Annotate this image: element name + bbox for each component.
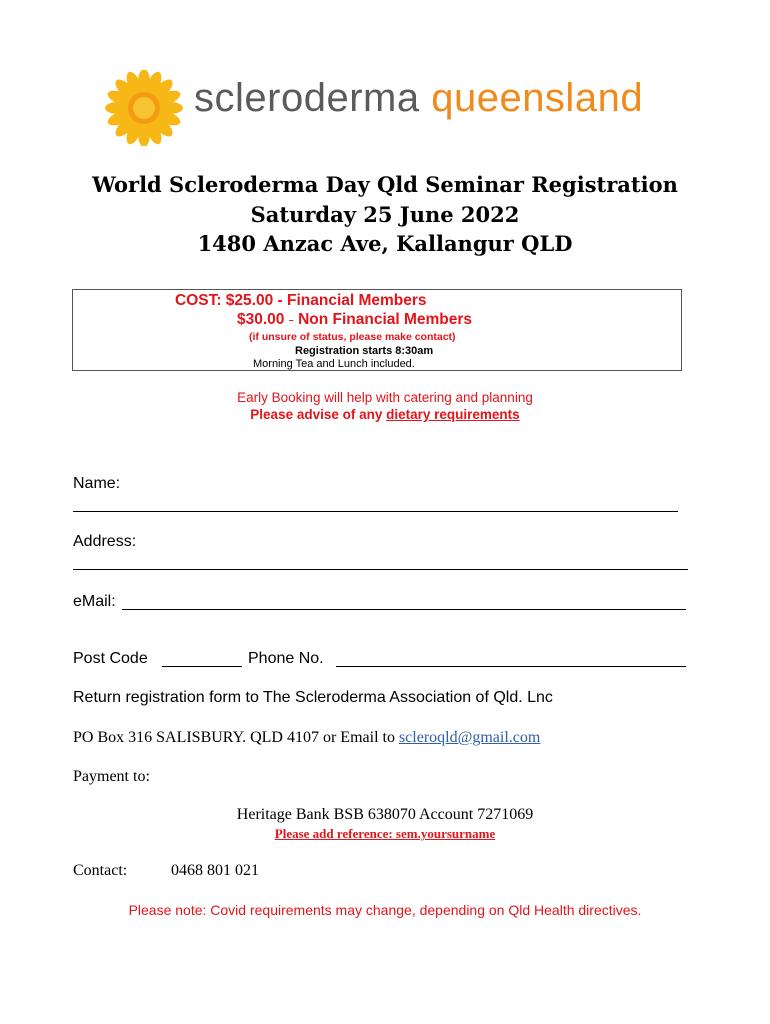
contact-label: Contact: xyxy=(73,862,128,879)
cost-dash: – xyxy=(288,314,294,325)
phone-field[interactable] xyxy=(336,650,686,667)
event-date: Saturday 25 June 2022 xyxy=(250,202,520,227)
covid-note: Please note: Covid requirements may change, depending on Qld Health directives. xyxy=(128,902,642,918)
cost-box xyxy=(72,289,682,371)
catering-included: Morning Tea and Lunch included. xyxy=(253,358,415,370)
event-title: World Scleroderma Day Qld Seminar Registration xyxy=(92,172,678,197)
early-booking-note: Early Booking will help with catering and planning xyxy=(237,390,533,405)
return-instructions: Return registration form to The Scleroderma Association of Qld. Lnc xyxy=(73,689,553,706)
email-field[interactable] xyxy=(122,593,686,610)
cost-financial-members: COST: $25.00 - Financial Members xyxy=(175,292,427,309)
name-label: Name: xyxy=(73,475,121,492)
postal-address xyxy=(73,729,540,747)
contact-phone: 0468 801 021 xyxy=(171,862,259,879)
dietary-advice xyxy=(0,407,770,422)
cost-non-financial-members xyxy=(237,311,472,329)
logo-word-queensland: queensland xyxy=(431,76,644,120)
event-venue: 1480 Anzac Ave, Kallangur QLD xyxy=(197,231,573,256)
sunflower-icon xyxy=(104,70,184,146)
cost-non-financial-amount: $30.00 xyxy=(237,311,285,328)
dietary-advice-prefix: Please advise of any xyxy=(250,407,387,422)
address-field[interactable] xyxy=(73,553,688,570)
phone-label: Phone No. xyxy=(248,650,324,667)
dietary-requirements-link[interactable]: dietary requirements xyxy=(386,407,520,422)
payment-label: Payment to: xyxy=(73,768,150,785)
postcode-label: Post Code xyxy=(73,650,148,667)
bank-details: Heritage Bank BSB 638070 Account 7271069 xyxy=(236,806,534,823)
logo-wordmark xyxy=(194,76,643,121)
logo-word-scleroderma: scleroderma xyxy=(194,76,420,120)
email-label: eMail: xyxy=(73,593,116,610)
address-label: Address: xyxy=(73,533,137,550)
scleroderma-queensland-logo xyxy=(104,70,674,146)
postcode-field[interactable] xyxy=(162,650,242,667)
postal-address-text: PO Box 316 SALISBURY. QLD 4107 or Email to xyxy=(73,729,399,746)
registration-start: Registration starts 8:30am xyxy=(295,345,434,357)
cost-non-financial-label: Non Financial Members xyxy=(298,311,473,328)
status-note: (if unsure of status, please make contact) xyxy=(249,331,456,343)
payment-reference: Please add reference: sem.yoursurname xyxy=(274,826,496,841)
email-link[interactable]: scleroqld@gmail.com xyxy=(398,729,541,746)
name-field[interactable] xyxy=(73,495,678,512)
